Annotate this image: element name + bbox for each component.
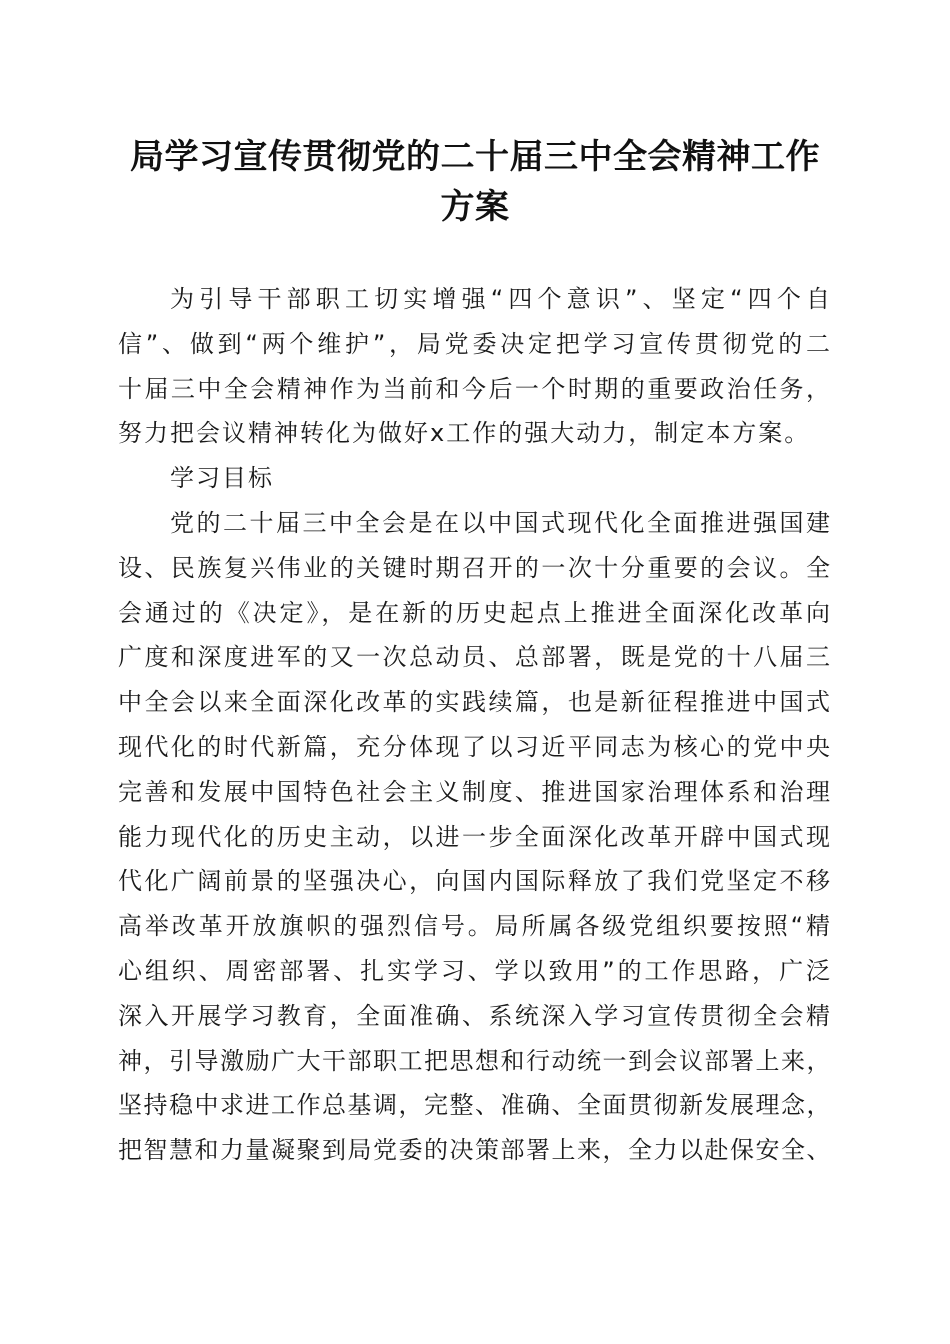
intro-paragraph: [118, 277, 832, 456]
section-heading: 学习目标: [170, 464, 274, 493]
section-paragraph: [118, 501, 832, 1173]
text-line: 现代化的时代新篇，充分体现了以习近平同志为核心的党中央: [118, 732, 832, 761]
text-line: 心组织、周密部署、扎实学习、学以致用”的工作思路，广泛: [118, 956, 832, 985]
text-line: 能力现代化的历史主动，以进一步全面深化改革开辟中国式现: [118, 822, 832, 851]
text-line: 努力把会议精神转化为做好x工作的强大动力，制定本方案。: [118, 419, 811, 448]
text-line: 会通过的《决定》，是在新的历史起点上推进全面深化改革向: [118, 598, 832, 627]
text-line: 坚持稳中求进工作总基调，完整、准确、全面贯彻新发展理念，: [118, 1091, 832, 1120]
text-line: 高举改革开放旗帜的强烈信号。局所属各级党组织要按照“精: [118, 912, 832, 941]
text-line: 信”、做到“两个维护”，局党委决定把学习宣传贯彻党的二: [118, 329, 832, 358]
text-line: 十届三中全会精神作为当前和今后一个时期的重要政治任务，: [118, 374, 832, 403]
text-line: 中全会以来全面深化改革的实践续篇，也是新征程推进中国式: [118, 688, 832, 717]
document-title: [100, 132, 850, 232]
title-line-2: 方案: [440, 187, 510, 227]
text-line: 深入开展学习教育，全面准确、系统深入学习宣传贯彻全会精: [118, 1001, 832, 1030]
text-line: 神，引导激励广大干部职工把思想和行动统一到会议部署上来，: [118, 1046, 832, 1075]
document-body: [118, 277, 832, 1173]
text-line: 党的二十届三中全会是在以中国式现代化全面推进强国建: [170, 508, 832, 537]
text-line: 把智慧和力量凝聚到局党委的决策部署上来，全力以赴保安全、: [118, 1136, 832, 1165]
text-line: 为引导干部职工切实增强“四个意识”、坚定“四个自: [170, 285, 832, 313]
text-line: 完善和发展中国特色社会主义制度、推进国家治理体系和治理: [118, 777, 832, 806]
text-line: 代化广阔前景的坚强决心，向国内国际释放了我们党坚定不移: [118, 867, 832, 896]
title-line-1: 局学习宣传贯彻党的二十届三中全会精神工作: [130, 137, 820, 177]
text-line: 设、民族复兴伟业的关键时期召开的一次十分重要的会议。全: [118, 553, 832, 582]
text-line: 广度和深度进军的又一次总动员、总部署，既是党的十八届三: [118, 643, 832, 672]
